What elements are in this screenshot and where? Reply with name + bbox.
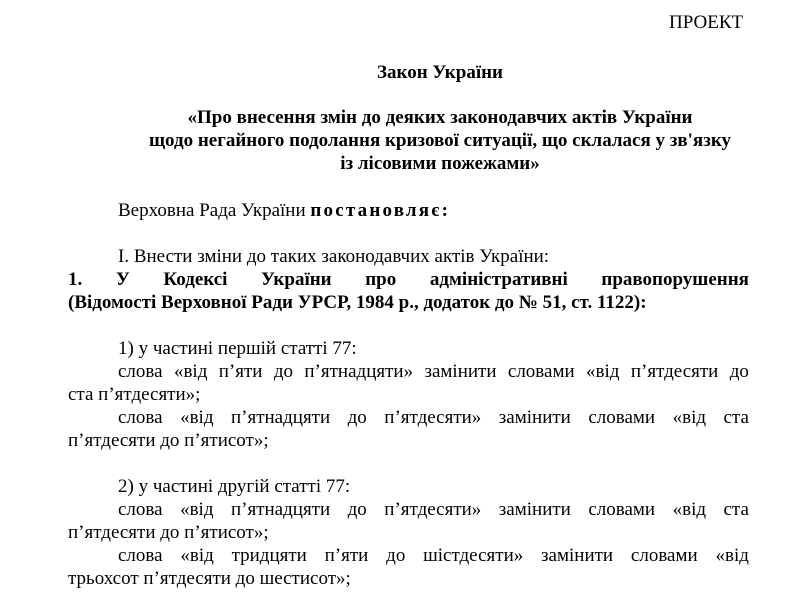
word: п’ятнадцяти» (304, 361, 414, 382)
word: У (115, 269, 130, 290)
word: п’ятдесяти» (384, 407, 482, 428)
word: «від (715, 545, 749, 566)
preamble-emphasis: постановляє: (310, 200, 451, 221)
sub2-heading: 2) у частині другій статті 77: (118, 476, 351, 497)
sub1-a-line1 (118, 361, 749, 383)
law-subtitle-line1: «Про внесення змін до деяких законодавчих актів України (187, 107, 693, 128)
section-one: І. Внести зміни до таких законодавчих актів України: (118, 246, 550, 267)
word: словами (630, 545, 698, 566)
draft-label: ПРОЕКТ (669, 12, 744, 33)
word: п’ятнадцяти (230, 499, 331, 520)
word: замінити (424, 361, 497, 382)
word: адміністративні (429, 269, 568, 290)
word: «від (180, 407, 214, 428)
word: п’яти (324, 545, 369, 566)
word: словами (588, 407, 656, 428)
word: п’ятнадцяти (230, 407, 331, 428)
word: замінити (498, 499, 571, 520)
word: ста (723, 407, 749, 428)
word: п’яти (218, 361, 263, 382)
word: до (347, 407, 367, 428)
word: до (386, 545, 406, 566)
sub1-heading: 1) у частині першій статті 77: (118, 338, 357, 359)
word: замінити (498, 407, 571, 428)
word: п’ятдесяти (630, 361, 719, 382)
word: словами (507, 361, 575, 382)
word: «від (586, 361, 620, 382)
sub1-a-line2: ста п’ятдесяти»; (68, 384, 201, 405)
word: «від (180, 545, 214, 566)
item1-line1 (68, 269, 749, 291)
word: слова (118, 499, 163, 520)
word: «від (672, 499, 707, 520)
law-title: Закон України (377, 62, 503, 83)
word: замінити (541, 545, 614, 566)
word: до (347, 499, 367, 520)
word: до (273, 361, 294, 382)
word: слова (118, 361, 163, 382)
sub2-b-line1 (118, 545, 749, 567)
word: «від (672, 407, 707, 428)
word: шістдесяти» (423, 545, 524, 566)
word: тридцяти (231, 545, 307, 566)
sub2-a-line1 (118, 499, 749, 521)
item1-line2: (Відомості Верховної Ради УРСР, 1984 р., додаток до № 51, ст. 1122): (68, 292, 647, 313)
word: п’ятдесяти» (384, 499, 482, 520)
word: правопорушення (601, 269, 749, 290)
word: до (729, 361, 749, 382)
word: України (261, 269, 332, 290)
sub2-a-line2: п’ятдесяти до п’ятисот»; (68, 522, 269, 543)
word: «від (180, 499, 214, 520)
law-subtitle-line2: щодо негайного подолання кризової ситуації, що склалася у зв'язку (148, 130, 732, 151)
word: слова (118, 545, 163, 566)
word: Кодексі (163, 269, 228, 290)
word: слова (118, 407, 163, 428)
word: словами (588, 499, 656, 520)
word: про (365, 269, 397, 290)
sub1-b-line2: п’ятдесяти до п’ятисот»; (68, 430, 269, 451)
preamble-text: Верховна Рада України (118, 200, 311, 221)
word: ста (723, 499, 749, 520)
sub2-b-line2: трьохсот п’ятдесяти до шестисот»; (68, 568, 351, 589)
law-subtitle-line3: із лісовими пожежами» (340, 153, 540, 174)
word: 1. (68, 269, 83, 290)
preamble (118, 200, 450, 222)
sub1-b-line1 (118, 407, 749, 429)
word: «від (173, 361, 208, 382)
